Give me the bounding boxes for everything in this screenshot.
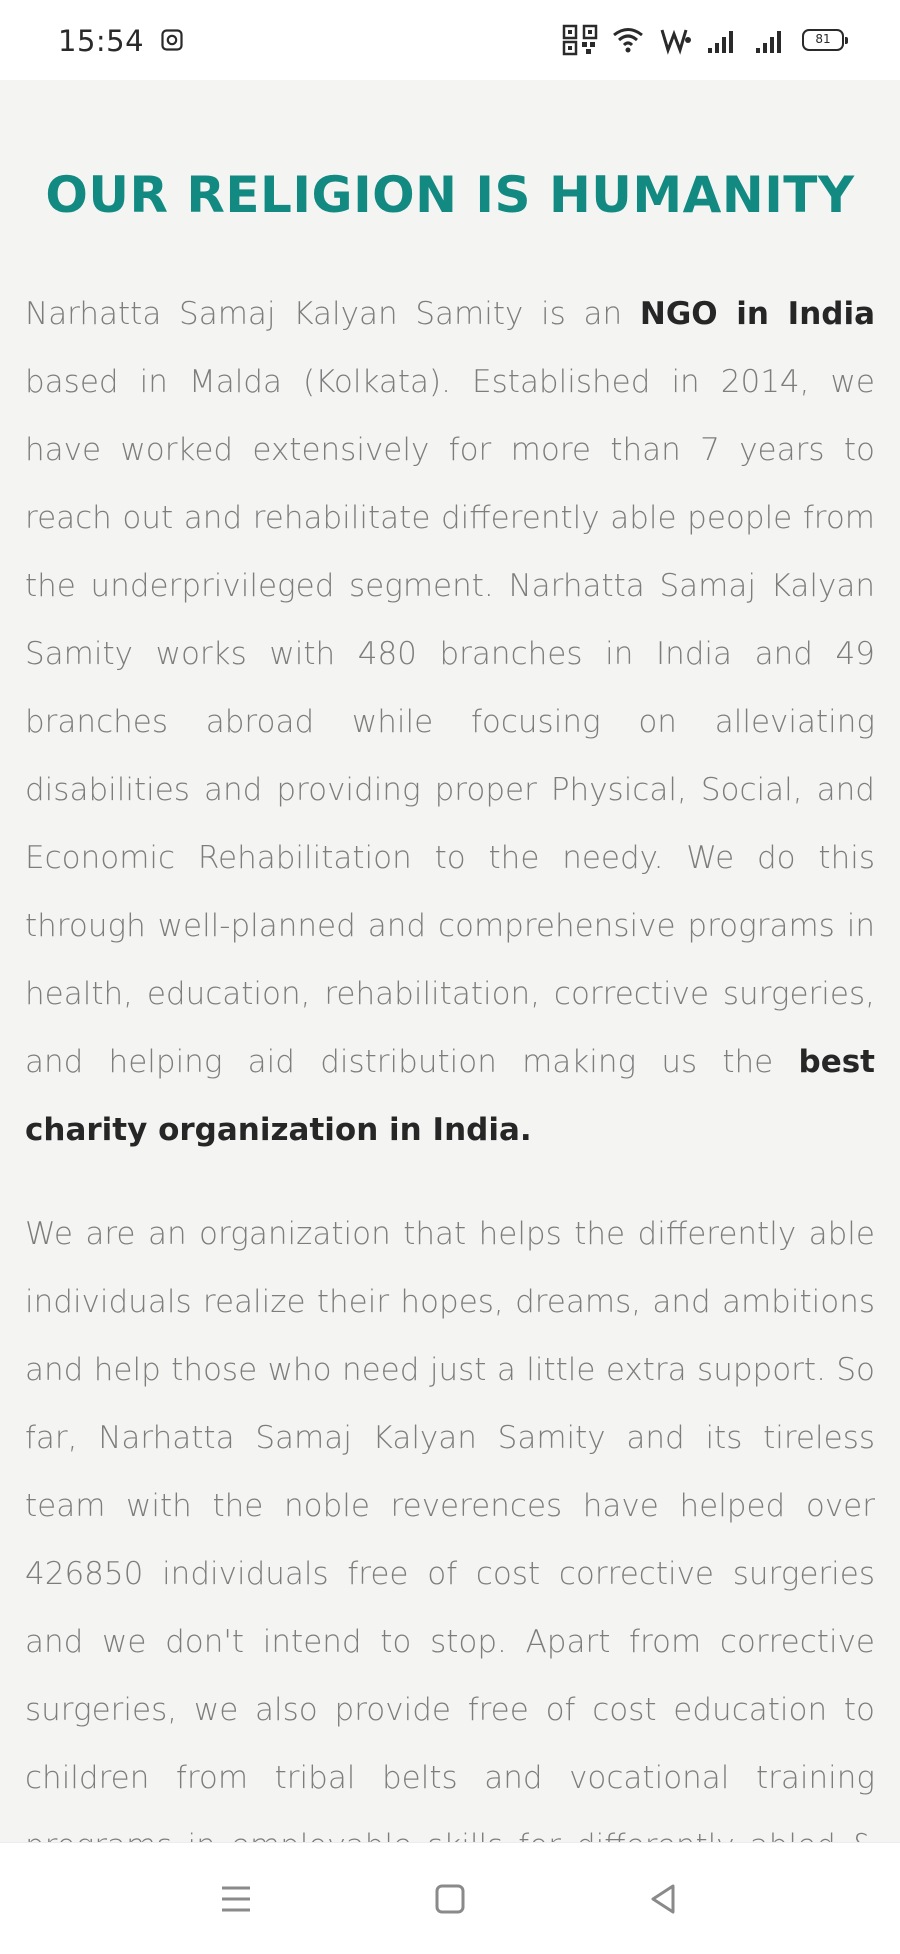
battery-icon — [802, 29, 844, 51]
paragraph-1-text-2: based in Malda (Kolkata). Established in 2014, we have worked extensively for more than 7 years to reach out and rehabilitate differently able people from the underprivileged segment. Narhatta Samaj Kalyan Samity works with 480 branches in India and 49 branches abroad while focusing on alleviating disabilities and providing proper Physical, Social, and Economic Rehabilitation to the needy. We do this through well-planned and comprehensive programs in health, education, rehabilitation, corrective surgeries, and helping aid distribution making us the — [25, 364, 875, 1080]
home-icon[interactable] — [430, 1879, 470, 1919]
hotspot-icon — [658, 26, 692, 54]
page-content — [0, 80, 900, 1842]
wifi-icon — [612, 26, 644, 54]
about-paragraph-1 — [25, 280, 875, 1164]
status-time: 15:54 — [58, 24, 145, 58]
about-article — [25, 280, 875, 1948]
signal-sim2-icon — [754, 26, 788, 54]
notification-icon — [160, 28, 184, 52]
battery-level: 81 — [815, 32, 831, 46]
paragraph-1-text-1: Narhatta Samaj Kalyan Samity is an — [25, 296, 640, 332]
status-icons — [562, 22, 844, 58]
page-title: OUR RELIGION IS HUMANITY — [45, 166, 855, 224]
status-bar — [0, 0, 900, 80]
navigation-bar — [0, 1842, 900, 1954]
ngo-in-india-highlight: NGO in India — [639, 296, 875, 332]
qr-scan-icon — [562, 24, 598, 56]
signal-sim1-icon — [706, 26, 740, 54]
back-icon[interactable] — [644, 1879, 684, 1919]
menu-icon[interactable] — [216, 1879, 256, 1919]
best-charity-highlight: best charity organization in India. — [25, 1044, 875, 1148]
about-paragraph-2: We are an organization that helps the differently able individuals realize their hopes, dreams, and ambitions and help those who need just a little extra support. So far, Narhatta Samaj Kalyan Samity and its tireless team with the noble reverences have helped over 426850 individuals free of cost corrective surgeries and we don't intend to stop. Apart from corrective surgeries, we also provide free of cost education to children from tribal belts and vocational training — [25, 1216, 875, 1796]
